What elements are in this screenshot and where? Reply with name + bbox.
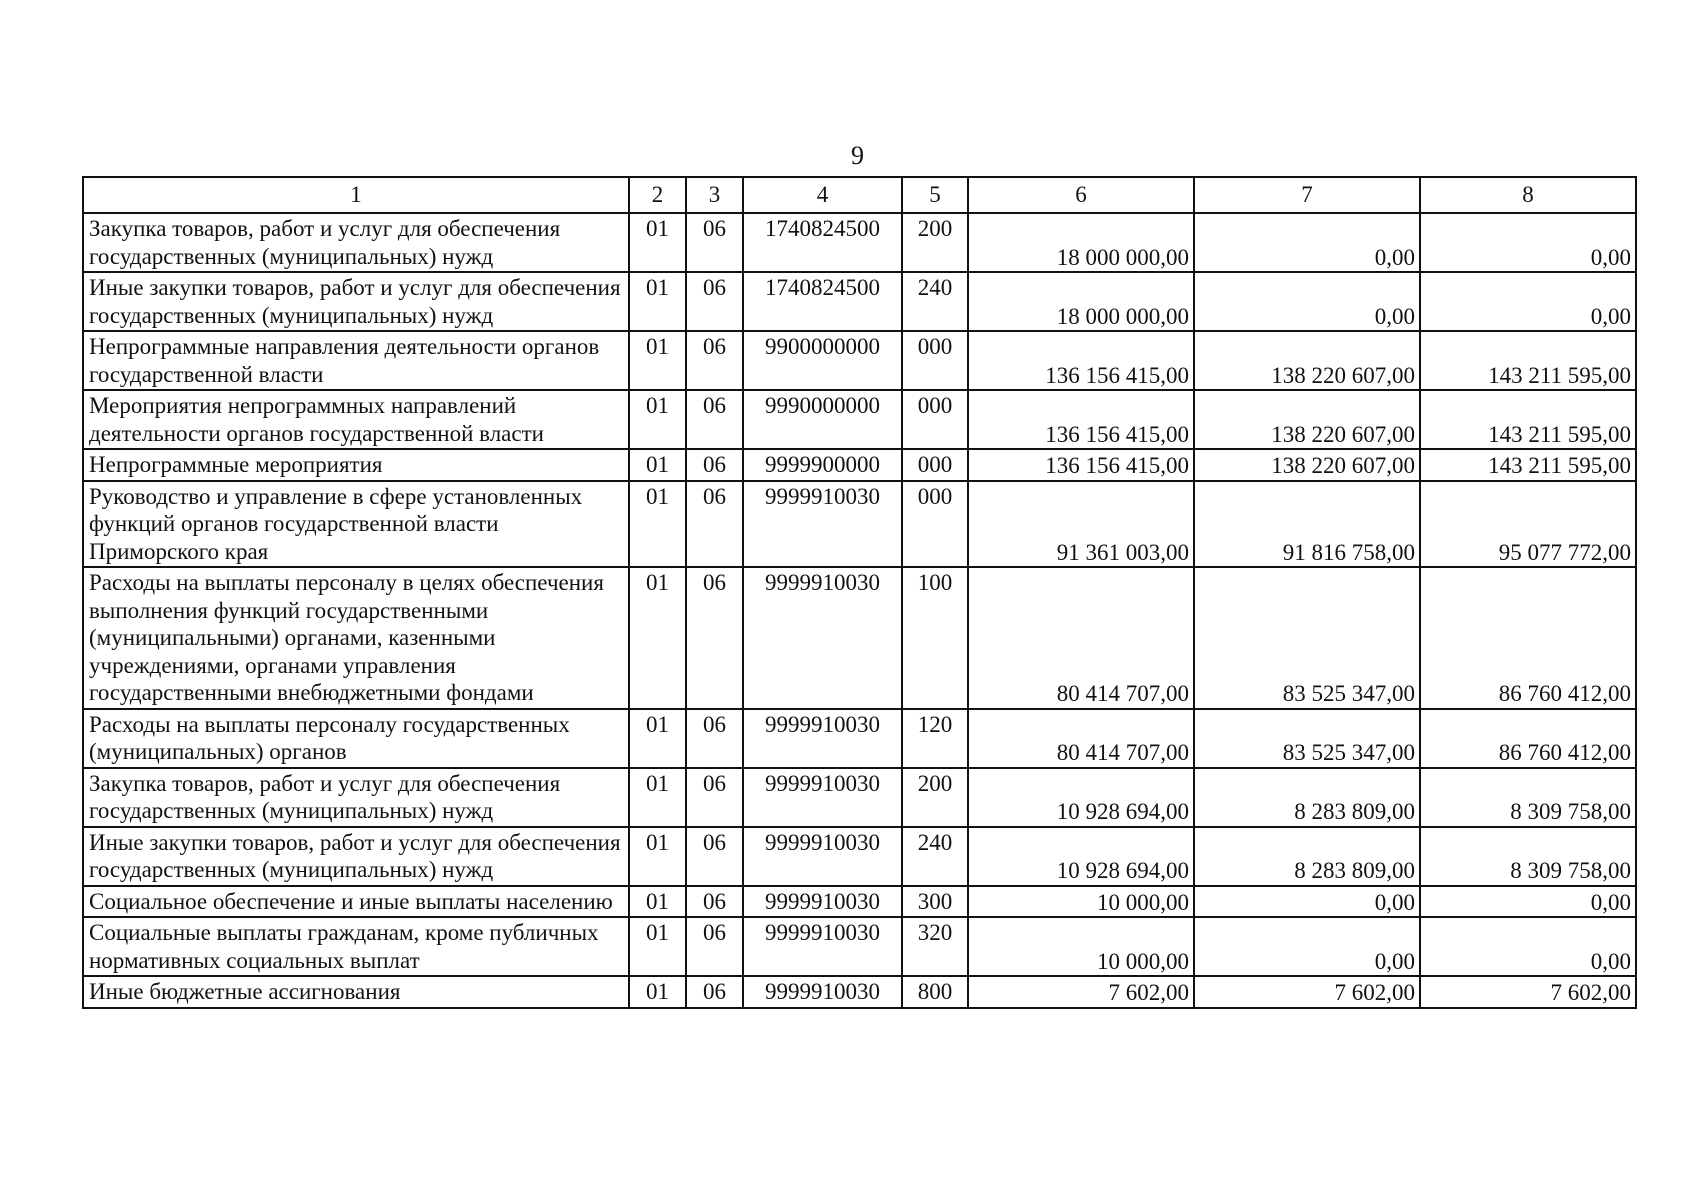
- amount-col6-cell: 7 602,00: [968, 976, 1194, 1008]
- amount-col7-cell: 0,00: [1194, 917, 1420, 976]
- section-code-cell: 01: [629, 331, 686, 390]
- amount-col7-cell: 138 220 607,00: [1194, 390, 1420, 449]
- amount-col8-cell: 0,00: [1420, 213, 1636, 272]
- table-row: [83, 481, 1636, 568]
- row-name-cell: Закупка товаров, работ и услуг для обеспечения государственных (муниципальных) нужд: [83, 768, 629, 827]
- target-article-cell: 9990000000: [743, 390, 902, 449]
- amount-col8-cell: 143 211 595,00: [1420, 449, 1636, 481]
- target-article-cell: 9999910030: [743, 709, 902, 768]
- target-article-cell: 1740824500: [743, 272, 902, 331]
- section-code-cell: 01: [629, 917, 686, 976]
- amount-col6-cell: 136 156 415,00: [968, 331, 1194, 390]
- table-row: [83, 213, 1636, 272]
- expense-type-cell: 800: [902, 976, 968, 1008]
- column-header: 2: [629, 177, 686, 213]
- expense-type-cell: 000: [902, 449, 968, 481]
- section-code-cell: 01: [629, 390, 686, 449]
- target-article-cell: 9999910030: [743, 886, 902, 918]
- section-code-cell: 01: [629, 709, 686, 768]
- subsection-code-cell: 06: [686, 449, 743, 481]
- amount-col7-cell: 0,00: [1194, 886, 1420, 918]
- subsection-code-cell: 06: [686, 827, 743, 886]
- section-code-cell: 01: [629, 976, 686, 1008]
- table-row: [83, 886, 1636, 918]
- table-row: [83, 331, 1636, 390]
- section-code-cell: 01: [629, 272, 686, 331]
- section-code-cell: 01: [629, 886, 686, 918]
- expense-type-cell: 200: [902, 768, 968, 827]
- target-article-cell: 9900000000: [743, 331, 902, 390]
- amount-col8-cell: 143 211 595,00: [1420, 331, 1636, 390]
- subsection-code-cell: 06: [686, 390, 743, 449]
- row-name-cell: Непрограммные мероприятия: [83, 449, 629, 481]
- row-name-cell: Непрограммные направления деятельности органов государственной власти: [83, 331, 629, 390]
- section-code-cell: 01: [629, 449, 686, 481]
- table-row: [83, 709, 1636, 768]
- table-row: [83, 917, 1636, 976]
- target-article-cell: 9999910030: [743, 976, 902, 1008]
- expense-type-cell: 000: [902, 481, 968, 568]
- section-code-cell: 01: [629, 213, 686, 272]
- target-article-cell: 9999910030: [743, 481, 902, 568]
- amount-col6-cell: 18 000 000,00: [968, 213, 1194, 272]
- row-name-cell: Мероприятия непрограммных направлений деятельности органов государственной власти: [83, 390, 629, 449]
- table-row: [83, 768, 1636, 827]
- amount-col7-cell: 91 816 758,00: [1194, 481, 1420, 568]
- amount-col7-cell: 0,00: [1194, 272, 1420, 331]
- expense-type-cell: 240: [902, 827, 968, 886]
- amount-col8-cell: 0,00: [1420, 917, 1636, 976]
- row-name-cell: Расходы на выплаты персоналу государственных (муниципальных) органов: [83, 709, 629, 768]
- column-header: 4: [743, 177, 902, 213]
- subsection-code-cell: 06: [686, 567, 743, 709]
- table-row: [83, 976, 1636, 1008]
- target-article-cell: 9999910030: [743, 917, 902, 976]
- expense-type-cell: 240: [902, 272, 968, 331]
- amount-col7-cell: 7 602,00: [1194, 976, 1420, 1008]
- amount-col8-cell: 0,00: [1420, 272, 1636, 331]
- section-code-cell: 01: [629, 481, 686, 568]
- amount-col6-cell: 18 000 000,00: [968, 272, 1194, 331]
- table-row: [83, 567, 1636, 709]
- amount-col6-cell: 136 156 415,00: [968, 449, 1194, 481]
- amount-col8-cell: 143 211 595,00: [1420, 390, 1636, 449]
- expense-type-cell: 200: [902, 213, 968, 272]
- section-code-cell: 01: [629, 567, 686, 709]
- amount-col7-cell: 138 220 607,00: [1194, 331, 1420, 390]
- amount-col6-cell: 80 414 707,00: [968, 567, 1194, 709]
- amount-col7-cell: 83 525 347,00: [1194, 567, 1420, 709]
- row-name-cell: Социальное обеспечение и иные выплаты населению: [83, 886, 629, 918]
- row-name-cell: Расходы на выплаты персоналу в целях обеспечения выполнения функций государственными (муниципальными) органами, казенными учреждениями, органами управления государственными внебюджетными фондами: [83, 567, 629, 709]
- column-header: 3: [686, 177, 743, 213]
- subsection-code-cell: 06: [686, 886, 743, 918]
- table-row: [83, 449, 1636, 481]
- column-header: 8: [1420, 177, 1636, 213]
- target-article-cell: 9999910030: [743, 768, 902, 827]
- column-header: 6: [968, 177, 1194, 213]
- subsection-code-cell: 06: [686, 917, 743, 976]
- amount-col6-cell: 10 928 694,00: [968, 827, 1194, 886]
- subsection-code-cell: 06: [686, 331, 743, 390]
- expense-type-cell: 100: [902, 567, 968, 709]
- amount-col8-cell: 8 309 758,00: [1420, 768, 1636, 827]
- amount-col7-cell: 83 525 347,00: [1194, 709, 1420, 768]
- row-name-cell: Иные закупки товаров, работ и услуг для обеспечения государственных (муниципальных) нужд: [83, 827, 629, 886]
- section-code-cell: 01: [629, 827, 686, 886]
- amount-col6-cell: 80 414 707,00: [968, 709, 1194, 768]
- amount-col7-cell: 0,00: [1194, 213, 1420, 272]
- amount-col8-cell: 86 760 412,00: [1420, 709, 1636, 768]
- budget-table: [82, 176, 1637, 1009]
- expense-type-cell: 000: [902, 331, 968, 390]
- column-header: 1: [83, 177, 629, 213]
- target-article-cell: 1740824500: [743, 213, 902, 272]
- target-article-cell: 9999910030: [743, 567, 902, 709]
- subsection-code-cell: 06: [686, 768, 743, 827]
- table-row: [83, 827, 1636, 886]
- row-name-cell: Социальные выплаты гражданам, кроме публичных нормативных социальных выплат: [83, 917, 629, 976]
- amount-col8-cell: 7 602,00: [1420, 976, 1636, 1008]
- amount-col8-cell: 86 760 412,00: [1420, 567, 1636, 709]
- target-article-cell: 9999910030: [743, 827, 902, 886]
- expense-type-cell: 300: [902, 886, 968, 918]
- column-header: 7: [1194, 177, 1420, 213]
- subsection-code-cell: 06: [686, 272, 743, 331]
- row-name-cell: Руководство и управление в сфере установленных функций органов государственной власти Приморского края: [83, 481, 629, 568]
- table-row: [83, 272, 1636, 331]
- amount-col7-cell: 8 283 809,00: [1194, 827, 1420, 886]
- page-number: 9: [851, 141, 864, 170]
- amount-col8-cell: 0,00: [1420, 886, 1636, 918]
- amount-col6-cell: 91 361 003,00: [968, 481, 1194, 568]
- amount-col7-cell: 8 283 809,00: [1194, 768, 1420, 827]
- amount-col6-cell: 136 156 415,00: [968, 390, 1194, 449]
- subsection-code-cell: 06: [686, 481, 743, 568]
- subsection-code-cell: 06: [686, 213, 743, 272]
- expense-type-cell: 120: [902, 709, 968, 768]
- target-article-cell: 9999900000: [743, 449, 902, 481]
- expense-type-cell: 320: [902, 917, 968, 976]
- amount-col6-cell: 10 000,00: [968, 917, 1194, 976]
- expense-type-cell: 000: [902, 390, 968, 449]
- table-row: [83, 390, 1636, 449]
- row-name-cell: Закупка товаров, работ и услуг для обеспечения государственных (муниципальных) нужд: [83, 213, 629, 272]
- subsection-code-cell: 06: [686, 709, 743, 768]
- row-name-cell: Иные закупки товаров, работ и услуг для обеспечения государственных (муниципальных) нужд: [83, 272, 629, 331]
- amount-col6-cell: 10 928 694,00: [968, 768, 1194, 827]
- amount-col7-cell: 138 220 607,00: [1194, 449, 1420, 481]
- row-name-cell: Иные бюджетные ассигнования: [83, 976, 629, 1008]
- section-code-cell: 01: [629, 768, 686, 827]
- amount-col8-cell: 8 309 758,00: [1420, 827, 1636, 886]
- amount-col6-cell: 10 000,00: [968, 886, 1194, 918]
- subsection-code-cell: 06: [686, 976, 743, 1008]
- column-header: 5: [902, 177, 968, 213]
- amount-col8-cell: 95 077 772,00: [1420, 481, 1636, 568]
- header-row: [83, 177, 1636, 213]
